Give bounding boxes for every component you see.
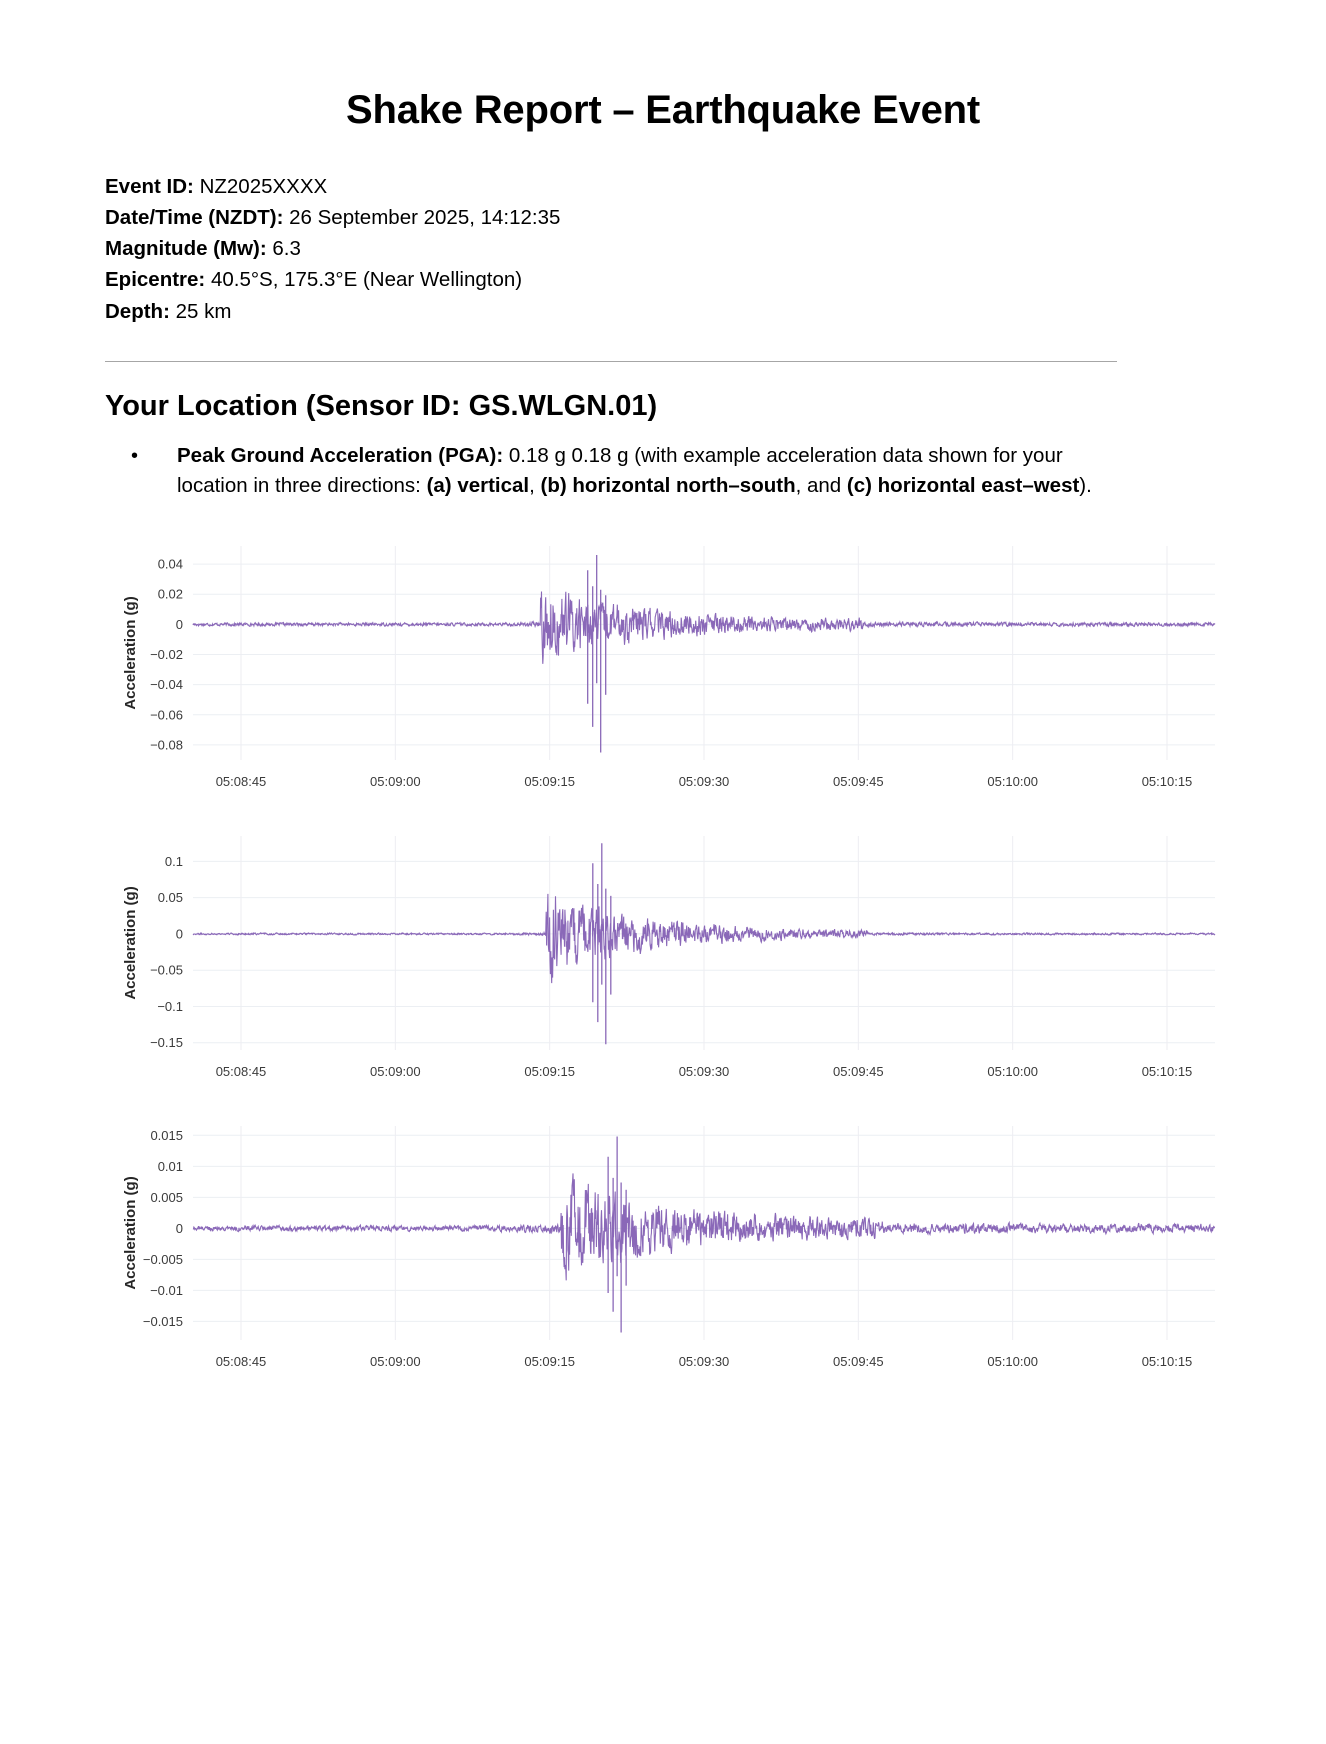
metadata-key: Epicentre: bbox=[105, 268, 206, 292]
chart-vertical bbox=[105, 528, 1221, 818]
y-axis-tick-label: 0.1 bbox=[164, 854, 183, 870]
x-axis-tick-label: 05:09:15 bbox=[524, 1064, 575, 1080]
metadata-value: 25 km bbox=[175, 299, 232, 323]
metadata-key: Depth: bbox=[105, 299, 170, 323]
y-axis-tick-label: 0.005 bbox=[150, 1190, 183, 1206]
x-axis-tick-label: 05:10:15 bbox=[1141, 1354, 1193, 1370]
bullet-marker: • bbox=[131, 444, 139, 467]
metadata-value: 26 September 2025, 14:12:35 bbox=[289, 206, 561, 230]
metadata-row-depth bbox=[105, 296, 1221, 327]
x-axis-tick-label: 05:09:00 bbox=[370, 1064, 421, 1080]
y-axis-tick-label: 0.02 bbox=[157, 586, 183, 602]
list-item bbox=[105, 441, 1105, 500]
metadata-value: NZ2025XXXX bbox=[199, 175, 328, 198]
x-axis-tick-label: 05:09:30 bbox=[678, 1064, 730, 1080]
chart-horizontal-ew bbox=[105, 1108, 1221, 1398]
x-axis-tick-label: 05:09:15 bbox=[524, 774, 575, 790]
metadata-key: Date/Time (NZDT): bbox=[105, 206, 284, 230]
direction-c-label: (c) horizontal east–west bbox=[846, 473, 1080, 497]
x-axis-tick-label: 05:10:15 bbox=[1141, 1064, 1193, 1080]
x-axis-tick-label: 05:08:45 bbox=[215, 1354, 267, 1370]
pga-value-text: 0.18 g 0.18 g (with example acceleration data shown for your location in three directions: bbox=[177, 443, 1063, 497]
pga-label: Peak Ground Acceleration (PGA): bbox=[177, 443, 504, 467]
y-axis-tick-label: −0.15 bbox=[150, 1035, 183, 1051]
metadata-row-event-id bbox=[105, 171, 1221, 202]
y-axis-tick-label: 0 bbox=[175, 1221, 183, 1237]
page-title: Shake Report – Earthquake Event bbox=[345, 88, 980, 132]
y-axis-tick-label: −0.08 bbox=[150, 737, 183, 753]
y-axis-tick-label: 0.01 bbox=[157, 1159, 183, 1175]
metadata-row-magnitude bbox=[105, 233, 1221, 264]
y-axis-label: Acceleration (g) bbox=[122, 886, 139, 1000]
pga-bullet-list bbox=[105, 441, 1221, 500]
x-axis-tick-label: 05:10:00 bbox=[987, 1064, 1038, 1080]
y-axis-label: Acceleration (g) bbox=[122, 596, 139, 710]
x-axis-tick-label: 05:09:45 bbox=[833, 774, 884, 790]
direction-a-label: (a) vertical bbox=[426, 473, 530, 497]
chart-horizontal-ew-svg bbox=[105, 1108, 1221, 1398]
y-axis-tick-label: −0.015 bbox=[142, 1314, 183, 1330]
y-axis-tick-label: 0.05 bbox=[157, 890, 183, 906]
metadata-key: Magnitude (Mw): bbox=[105, 237, 267, 261]
x-axis-tick-label: 05:09:15 bbox=[524, 1354, 575, 1370]
metadata-value: 6.3 bbox=[272, 237, 301, 261]
y-axis-tick-label: −0.04 bbox=[150, 677, 183, 693]
x-axis-tick-label: 05:09:30 bbox=[678, 774, 730, 790]
y-axis-tick-label: 0 bbox=[175, 617, 183, 633]
x-axis-tick-label: 05:10:15 bbox=[1141, 774, 1193, 790]
metadata-row-datetime bbox=[105, 202, 1221, 233]
x-axis-tick-label: 05:08:45 bbox=[215, 774, 267, 790]
y-axis-tick-label: −0.06 bbox=[150, 707, 183, 723]
bullet-tail: ). bbox=[1079, 473, 1092, 497]
separator-2: , and bbox=[795, 473, 847, 497]
metadata-key: Event ID: bbox=[105, 175, 194, 198]
y-axis-tick-label: −0.02 bbox=[150, 647, 183, 663]
y-axis-tick-label: 0.015 bbox=[150, 1128, 183, 1144]
y-axis-tick-label: −0.1 bbox=[157, 999, 183, 1015]
x-axis-tick-label: 05:08:45 bbox=[215, 1064, 267, 1080]
y-axis-tick-label: −0.005 bbox=[142, 1252, 183, 1268]
x-axis-tick-label: 05:09:00 bbox=[370, 1354, 421, 1370]
horizontal-divider bbox=[105, 361, 1117, 362]
seismograph-charts bbox=[105, 528, 1221, 1398]
y-axis-tick-label: 0.04 bbox=[157, 556, 183, 572]
x-axis-tick-label: 05:09:45 bbox=[833, 1354, 884, 1370]
y-axis-tick-label: −0.01 bbox=[150, 1283, 183, 1299]
separator-1: , bbox=[529, 473, 541, 497]
chart-horizontal-ns-svg bbox=[105, 818, 1221, 1108]
x-axis-tick-label: 05:10:00 bbox=[987, 1354, 1038, 1370]
x-axis-tick-label: 05:09:30 bbox=[678, 1354, 730, 1370]
metadata-row-epicentre bbox=[105, 264, 1221, 295]
chart-horizontal-ns bbox=[105, 818, 1221, 1108]
direction-b-label: (b) horizontal north–south bbox=[540, 473, 796, 497]
chart-vertical-svg bbox=[105, 528, 1221, 818]
x-axis-tick-label: 05:10:00 bbox=[987, 774, 1038, 790]
section-heading-your-location: Your Location (Sensor ID: GS.WLGN.01) bbox=[105, 389, 658, 422]
metadata-value: 40.5°S, 175.3°E (Near Wellington) bbox=[210, 268, 523, 292]
y-axis-label: Acceleration (g) bbox=[122, 1176, 139, 1290]
y-axis-tick-label: −0.05 bbox=[150, 962, 183, 978]
y-axis-tick-label: 0 bbox=[175, 926, 183, 942]
x-axis-tick-label: 05:09:45 bbox=[833, 1064, 884, 1080]
x-axis-tick-label: 05:09:00 bbox=[370, 774, 421, 790]
event-metadata bbox=[105, 171, 1221, 327]
